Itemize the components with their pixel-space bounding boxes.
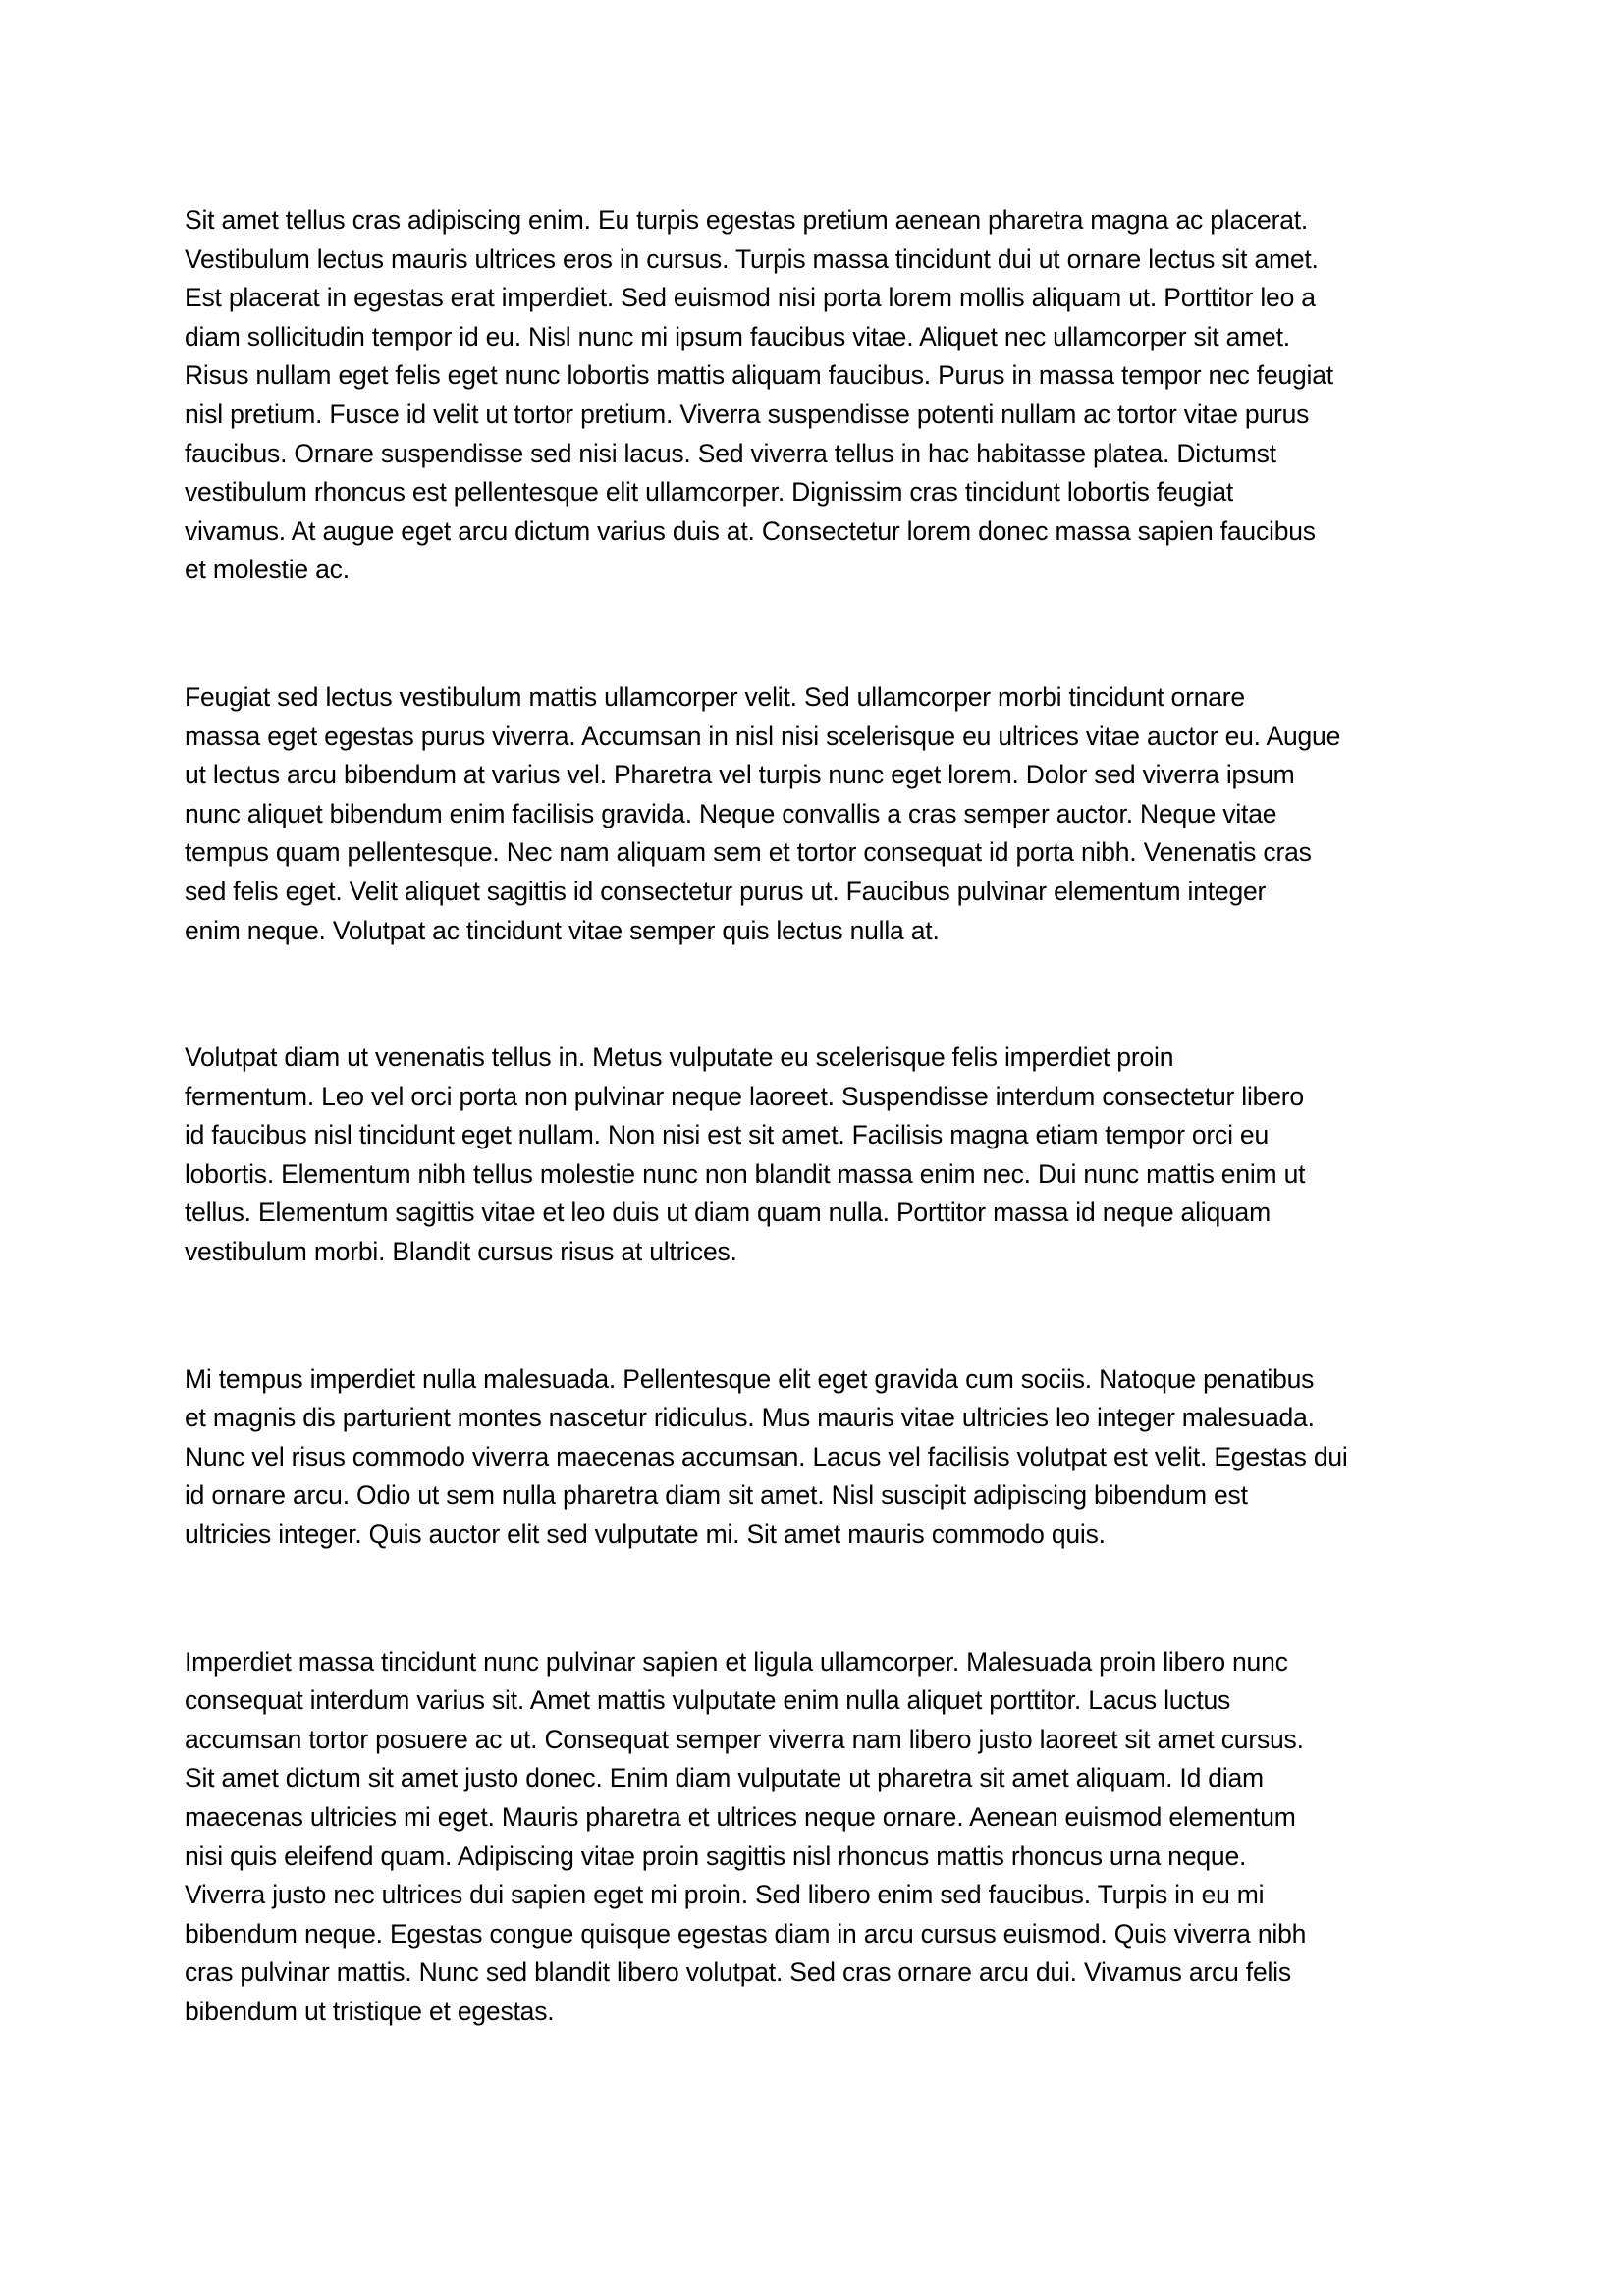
text-line: nisl pretium. Fusce id velit ut tortor pretium. Viverra suspendisse potenti nullam ac tortor vitae purus bbox=[185, 399, 1310, 429]
text-line: et molestie ac. bbox=[185, 555, 350, 585]
text-line: enim neque. Volutpat ac tincidunt vitae semper quis lectus nulla at. bbox=[185, 915, 940, 945]
text-line: accumsan tortor posuere ac ut. Consequat semper viverra nam libero justo laoreet sit amet cursus. bbox=[185, 1724, 1304, 1754]
text-line: Imperdiet massa tincidunt nunc pulvinar sapien et ligula ullamcorper. Malesuada proin libero nunc bbox=[185, 1646, 1288, 1677]
text-line: ut lectus arcu bibendum at varius vel. Pharetra vel turpis nunc eget lorem. Dolor sed viverra ipsum bbox=[185, 760, 1295, 790]
text-line: tempus quam pellentesque. Nec nam aliquam sem et tortor consequat id porta nibh. Venenatis cras bbox=[185, 837, 1312, 868]
text-line: diam sollicitudin tempor id eu. Nisl nunc mi ipsum faucibus vitae. Aliquet nec ullamcorper sit amet. bbox=[185, 321, 1290, 351]
text-line: lobortis. Elementum nibh tellus molestie nunc non blandit massa enim nec. Dui nunc mattis enim ut bbox=[185, 1158, 1306, 1189]
text-line: bibendum neque. Egestas congue quisque egestas diam in arcu cursus euismod. Quis viverra nibh bbox=[185, 1918, 1307, 1949]
text-line: maecenas ultricies mi eget. Mauris pharetra et ultrices neque ornare. Aenean euismod elementum bbox=[185, 1802, 1296, 1832]
text-line: Est placerat in egestas erat imperdiet. Sed euismod nisi porta lorem mollis aliquam ut. Porttitor leo a bbox=[185, 283, 1316, 313]
text-line: tellus. Elementum sagittis vitae et leo duis ut diam quam nulla. Porttitor massa id neque aliquam bbox=[185, 1198, 1271, 1228]
paragraph bbox=[185, 201, 1446, 590]
text-line: Sit amet tellus cras adipiscing enim. Eu turpis egestas pretium aenean pharetra magna ac placerat. bbox=[185, 205, 1309, 235]
text-line: nunc aliquet bibendum enim facilisis gravida. Neque convallis a cras semper auctor. Neque vitae bbox=[185, 798, 1277, 828]
text-line: vestibulum morbi. Blandit cursus risus at ultrices. bbox=[185, 1237, 737, 1267]
text-line: Vestibulum lectus mauris ultrices eros in cursus. Turpis massa tincidunt dui ut ornare lectus sit amet. bbox=[185, 243, 1319, 274]
text-line: vivamus. At augue eget arcu dictum varius duis at. Consectetur lorem donec massa sapien faucibus bbox=[185, 515, 1316, 546]
text-line: Volutpat diam ut venenatis tellus in. Metus vulputate eu scelerisque felis imperdiet proin bbox=[185, 1042, 1174, 1073]
paragraph bbox=[185, 1039, 1446, 1272]
text-line: et magnis dis parturient montes nascetur ridiculus. Mus mauris vitae ultricies leo integer malesuada. bbox=[185, 1403, 1315, 1433]
text-line: Risus nullam eget felis eget nunc lobortis mattis aliquam faucibus. Purus in massa tempor nec feugiat bbox=[185, 360, 1333, 391]
text-line: fermentum. Leo vel orci porta non pulvinar neque laoreet. Suspendisse interdum consectetur libero bbox=[185, 1081, 1304, 1111]
text-line: Nunc vel risus commodo viverra maecenas accumsan. Lacus vel facilisis volutpat est velit. Egestas dui bbox=[185, 1441, 1348, 1471]
text-line: faucibus. Ornare suspendisse sed nisi lacus. Sed viverra tellus in hac habitasse platea. Dictumst bbox=[185, 438, 1276, 468]
paragraph bbox=[185, 678, 1446, 950]
paragraph bbox=[185, 1643, 1446, 2032]
text-line: Viverra justo nec ultrices dui sapien eget mi proin. Sed libero enim sed faucibus. Turpis in eu mi bbox=[185, 1880, 1265, 1910]
text-block bbox=[185, 201, 1446, 2032]
text-line: massa eget egestas purus viverra. Accumsan in nisl nisi scelerisque eu ultrices vitae auctor eu. Augue bbox=[185, 721, 1341, 751]
text-line: sed felis eget. Velit aliquet sagittis id consectetur purus ut. Faucibus pulvinar elementum integer bbox=[185, 876, 1267, 906]
text-line: Sit amet dictum sit amet justo donec. Enim diam vulputate ut pharetra sit amet aliquam. Id diam bbox=[185, 1763, 1264, 1793]
text-line: vestibulum rhoncus est pellentesque elit ullamcorper. Dignissim cras tincidunt lobortis feugiat bbox=[185, 477, 1234, 507]
text-line: Mi tempus imperdiet nulla malesuada. Pellentesque elit eget gravida cum sociis. Natoque penatibus bbox=[185, 1363, 1315, 1394]
text-line: nisi quis eleifend quam. Adipiscing vitae proin sagittis nisl rhoncus mattis rhoncus urna neque. bbox=[185, 1841, 1247, 1871]
text-line: consequat interdum varius sit. Amet mattis vulputate enim nulla aliquet porttitor. Lacus luctus bbox=[185, 1685, 1231, 1716]
text-line: Feugiat sed lectus vestibulum mattis ullamcorper velit. Sed ullamcorper morbi tincidunt ornare bbox=[185, 681, 1245, 712]
paragraph bbox=[185, 1361, 1446, 1555]
text-line: cras pulvinar mattis. Nunc sed blandit libero volutpat. Sed cras ornare arcu dui. Vivamus arcu felis bbox=[185, 1957, 1291, 1988]
text-line: bibendum ut tristique et egestas. bbox=[185, 1996, 555, 2026]
text-line: ultricies integer. Quis auctor elit sed vulputate mi. Sit amet mauris commodo quis. bbox=[185, 1520, 1106, 1550]
text-line: id ornare arcu. Odio ut sem nulla pharetra diam sit amet. Nisl suscipit adipiscing bibendum est bbox=[185, 1480, 1248, 1511]
text-line: id faucibus nisl tincidunt eget nullam. Non nisi est sit amet. Facilisis magna etiam tempor orci eu bbox=[185, 1120, 1270, 1150]
